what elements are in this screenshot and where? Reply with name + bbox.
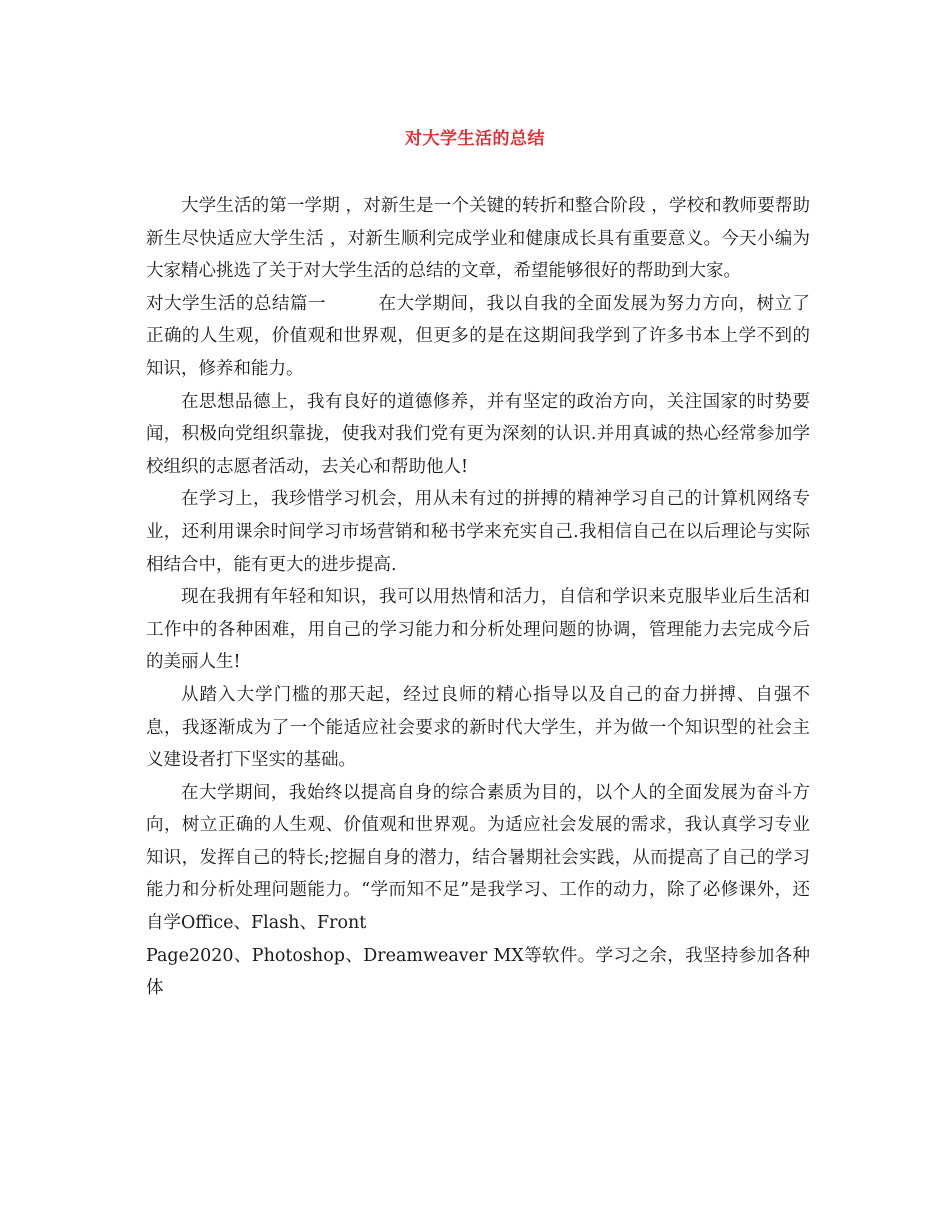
body-paragraph: 在思想品德上，我有良好的道德修养，并有坚定的政治方向，关注国家的时势要闻，积极向党组织靠拢，使我对我们党有更为深刻的认识.并用真诚的热心经常参加学校组织的志愿者活动，去关心和帮助他人! [146,391,810,477]
section-heading: 对大学生活的总结篇一 [146,293,326,314]
section-first-text: 在大学期间，我以自我的全面发展为努力方向，树立了正确的人生观，价值观和世界观，但更多的是在这期间我学到了许多书本上学不到的知识，修养和能力。 [146,293,810,379]
document-body [146,190,810,1005]
last-line: Page2020、Photoshop、Dreamweaver MX等软件。学习之余，我坚持参加各种体 [146,945,810,999]
document-title: 对大学生活的总结 [405,129,545,149]
body-paragraph: 从踏入大学门槛的那天起，经过良师的精心指导以及自己的奋力拼搏、自强不息，我逐渐成为了一个能适应社会要求的新时代大学生，并为做一个知识型的社会主义建设者打下坚实的基础。 [146,684,810,771]
body-paragraph: 在学习上，我珍惜学习机会，用从未有过的拼搏的精神学习自己的计算机网络专业，还利用课余时间学习市场营销和秘书学来充实自己.我相信自己在以后理论与实际相结合中，能有更大的进步提高. [146,489,810,575]
body-paragraph: 在大学期间，我始终以提高自身的综合素质为目的，以个人的全面发展为奋斗方向，树立正确的人生观、价值观和世界观。为适应社会发展的需求，我认真学习专业知识，发挥自己的特长;挖掘自身的潜力，结合暑期社会实践，从而提高了自己的学习能力和分析处理问题能力。“学而知不足”是我学习、工作的动力，除了必修课外，还自学Office、Flash、Front [146,782,810,934]
section-paragraph [146,288,810,386]
intro-paragraph: 大学生活的第一学期 ，对新生是一个关键的转折和整合阶段 ，学校和教师要帮助新生尽快适应大学生活 ，对新生顺利完成学业和健康成长具有重要意义。今天小编为大家精心挑选了关于对大学生活的总结的文章，希望能够很好的帮助到大家。 [146,196,810,282]
body-paragraph: 现在我拥有年轻和知识，我可以用热情和活力，自信和学识来克服毕业后生活和工作中的各种困难，用自己的学习能力和分析处理问题的协调，管理能力去完成今后的美丽人生! [146,587,810,673]
